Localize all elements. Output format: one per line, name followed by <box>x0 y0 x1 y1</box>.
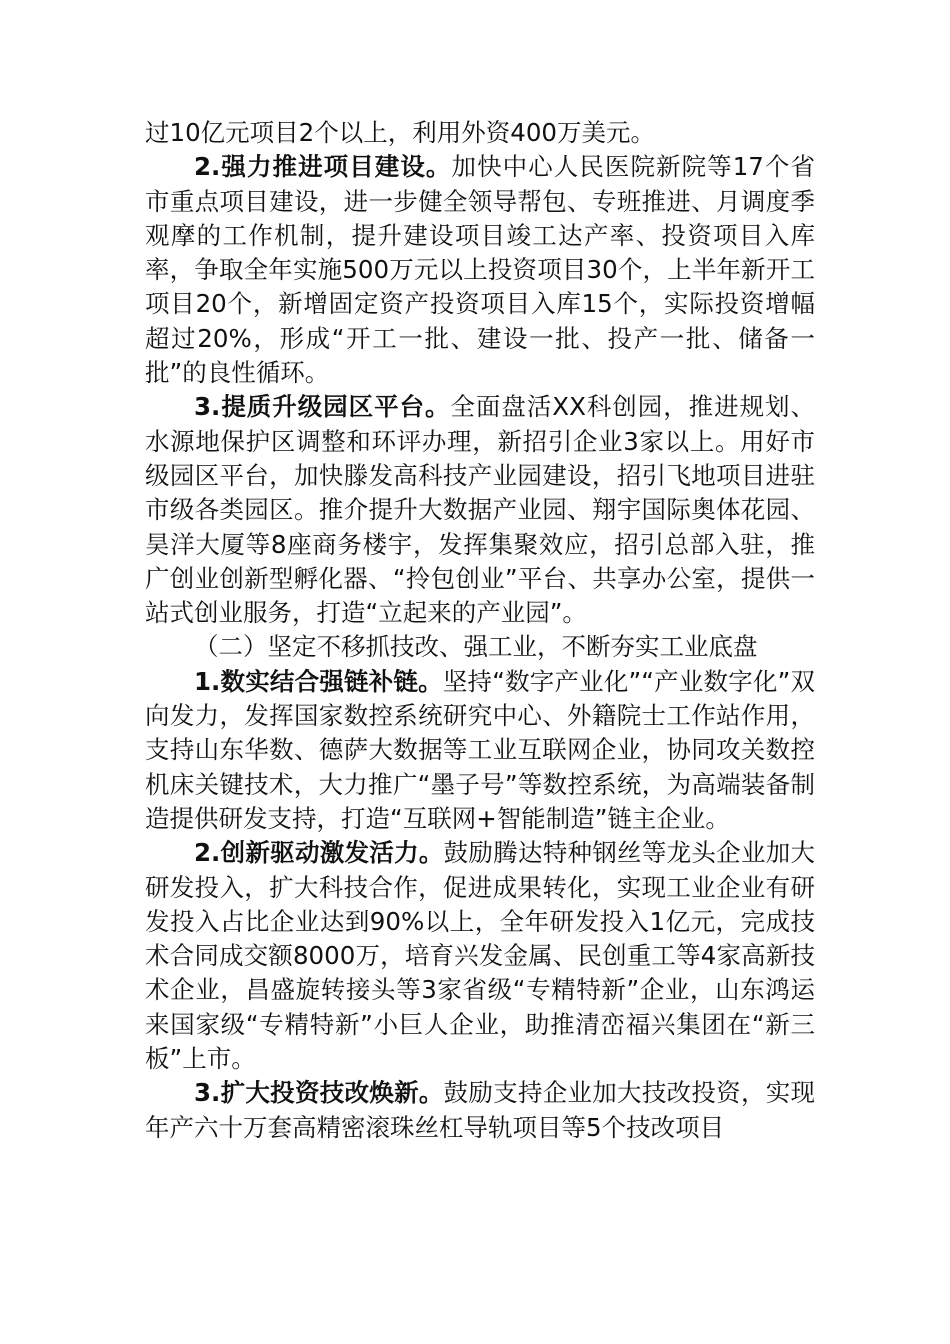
paragraph-text: 鼓励腾达特种钢丝等龙头企业加大研发投入，扩大科技合作，促进成果转化，实现工业企业有研发投入占比企业达到90%以上，全年研发投入1亿元，完成技术合同成交额8000万，培育兴发金属、民创重工等4家高新技术企业，昌盛旋转接头等3家省级“专精特新”企业，山东鸿运来国家级“专精特新”小巨人企业，助推清峦福兴集团在“新三板”上市。 <box>145 838 815 1074</box>
paragraph-text: 鼓励支持企业加大技改投资，实现年产六十万套高精密滚珠丝杠导轨项目等5个技改项目 <box>145 1078 815 1142</box>
paragraph <box>145 116 815 150</box>
paragraph <box>145 150 815 390</box>
paragraph <box>145 665 815 836</box>
paragraph <box>145 836 815 1076</box>
paragraph-heading: 3.提质升级园区平台。 <box>194 392 451 422</box>
section-heading <box>145 630 815 664</box>
paragraph-text: 过10亿元项目2个以上，利用外资400万美元。 <box>145 118 656 147</box>
paragraph-text: 全面盘活XX科创园，推进规划、水源地保护区调整和环评办理，新招引企业3家以上。用好市级园区平台，加快滕发高科技产业园建设，招引飞地项目进驻市级各类园区。推介提升大数据产业园、翔宇国际奥体花园、昊洋大厦等8座商务楼宇，发挥集聚效应，招引总部入驻，推广创业创新型孵化器、“拎包创业”平台、共享办公室，提供一站式创业服务，打造“立起来的产业园”。 <box>145 392 815 628</box>
document-body <box>145 116 815 1145</box>
paragraph <box>145 390 815 630</box>
paragraph-heading: 1.数实结合强链补链。 <box>194 666 443 696</box>
paragraph-text: 坚持“数字产业化”“产业数字化”双向发力，发挥国家数控系统研究中心、外籍院士工作站作用，支持山东华数、德萨大数据等工业互联网企业，协同攻关数控机床关键技术，大力推广“墨子号”等数控系统，为高端装备制造提供研发支持，打造“互联网+智能制造”链主企业。 <box>145 666 815 833</box>
section-heading-text: （二）坚定不移抓技改、强工业，不断夯实工业底盘 <box>194 632 758 662</box>
paragraph-heading: 2.创新驱动激发活力。 <box>194 838 444 868</box>
paragraph-text: 加快中心人民医院新院等17个省市重点项目建设，进一步健全领导帮包、专班推进、月调度季观摩的工作机制，提升建设项目竣工达产率、投资项目入库率，争取全年实施500万元以上投资项目30个，上半年新开工项目20个，新增固定资产投资项目入库15个，实际投资增幅超过20%，形成“开工一批、建设一批、投产一批、储备一批”的良性循环。 <box>145 152 815 388</box>
paragraph-heading: 2.强力推进项目建设。 <box>194 152 452 182</box>
paragraph-heading: 3.扩大投资技改焕新。 <box>194 1078 444 1108</box>
paragraph <box>145 1076 815 1145</box>
